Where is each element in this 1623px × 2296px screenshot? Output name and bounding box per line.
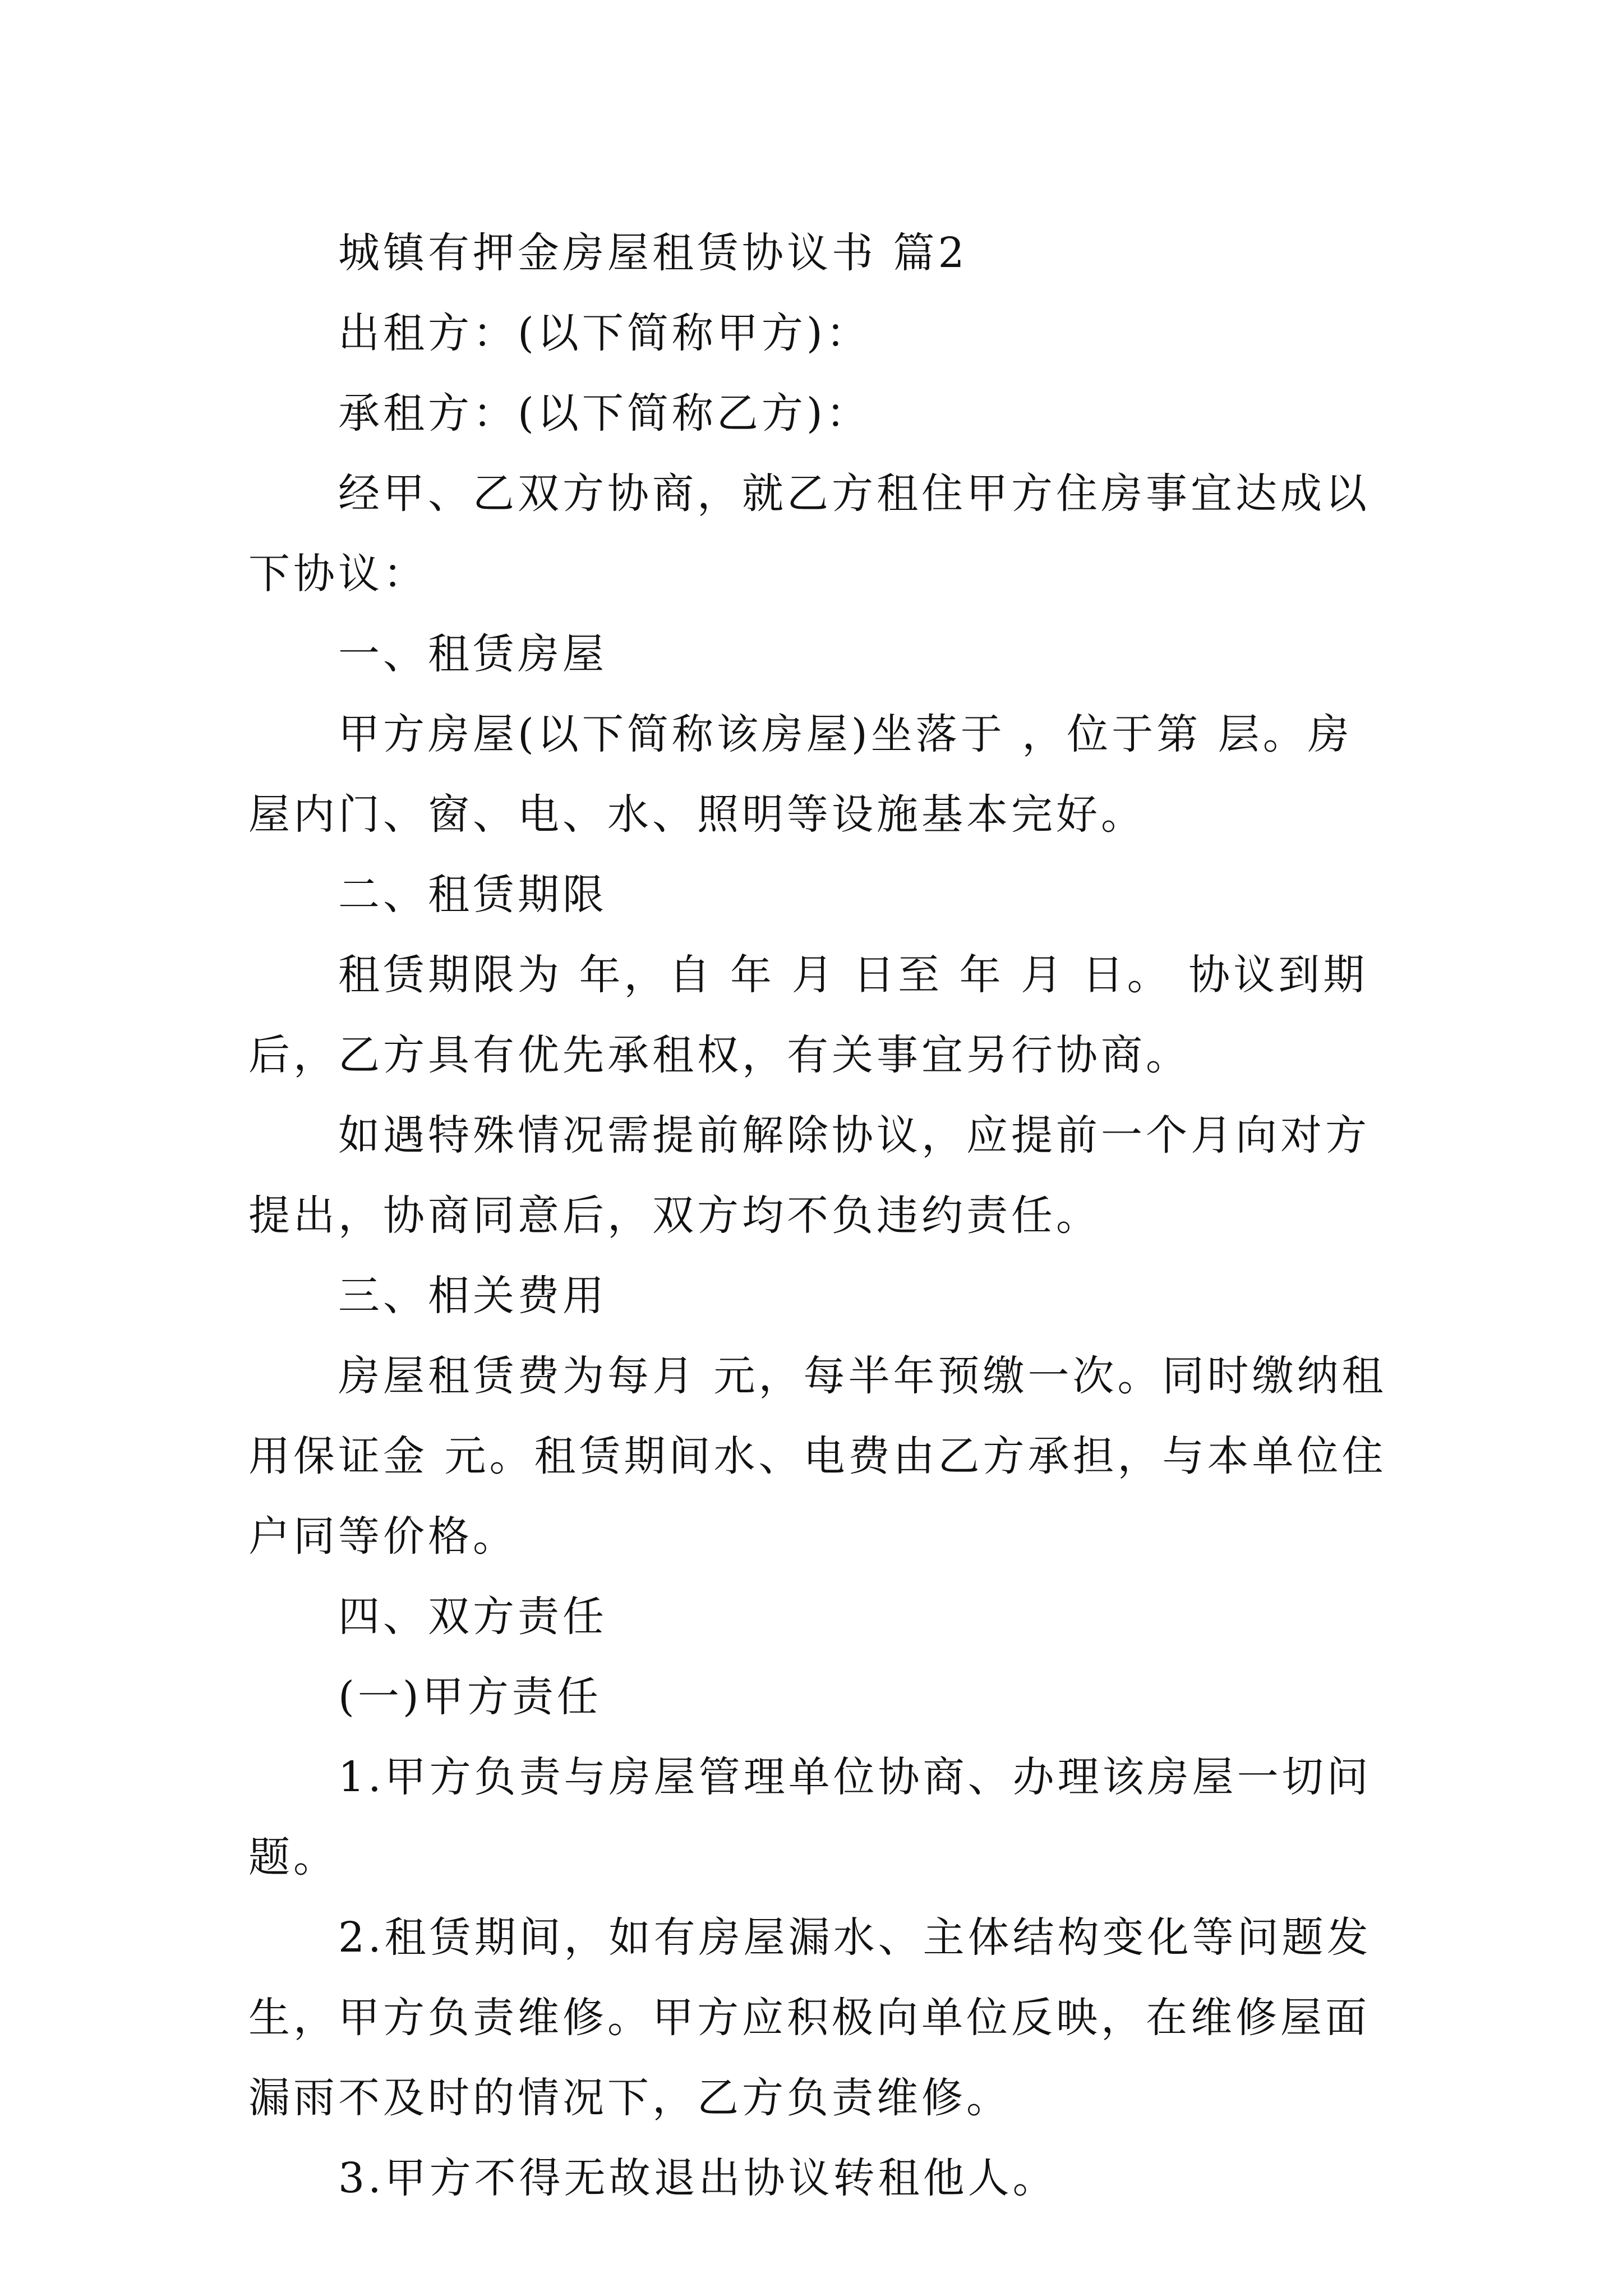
document-page	[248, 213, 1390, 2219]
document-title: 城镇有押金房屋租赁协议书 篇2	[338, 229, 968, 277]
section-heading-rental-term: 二、租赁期限	[338, 871, 607, 919]
section-heading-rental-house: 一、租赁房屋	[338, 630, 607, 678]
section-heading-fees: 三、相关费用	[338, 1272, 607, 1320]
early-termination-paragraph: 如遇特殊情况需提前解除协议，应提前一个月向对方提出，协商同意后，双方均不负违约责任。	[248, 1111, 1370, 1240]
preamble-paragraph: 经甲、乙双方协商，就乙方租住甲方住房事宜达成以下协议：	[248, 470, 1370, 598]
fees-paragraph: 房屋租赁费为每月 元，每半年预缴一次。同时缴纳租用保证金 元。租赁期间水、电费由乙方承担，与本单位住户同等价格。	[248, 1352, 1387, 1561]
lessor-duty-1: 1.甲方负责与房屋管理单位协商、办理该房屋一切问题。	[248, 1753, 1372, 1881]
rental-house-paragraph: 甲方房屋(以下简称该房屋)坐落于 ，位于第 层。房屋内门、窗、电、水、照明等设施基本完好。	[248, 710, 1353, 839]
lessor-duty-2: 2.租赁期间，如有房屋漏水、主体结构变化等问题发生，甲方负责维修。甲方应积极向单位反映，在维修屋面漏雨不及时的情况下，乙方负责维修。	[248, 1913, 1372, 2122]
rental-term-paragraph: 租赁期限为 年，自 年 月 日至 年 月 日。 协议到期后，乙方具有优先承租权，有关事宜另行协商。	[248, 951, 1368, 1079]
lessor-duty-3: 3.甲方不得无故退出协议转租他人。	[338, 2154, 1058, 2202]
lessor-line: 出租方：(以下简称甲方)：	[338, 309, 871, 357]
lessee-line: 承租方：(以下简称乙方)：	[338, 389, 871, 438]
section-heading-responsibilities: 四、双方责任	[338, 1593, 607, 1641]
subsection-heading-lessor-duties: (一)甲方责任	[338, 1673, 602, 1721]
